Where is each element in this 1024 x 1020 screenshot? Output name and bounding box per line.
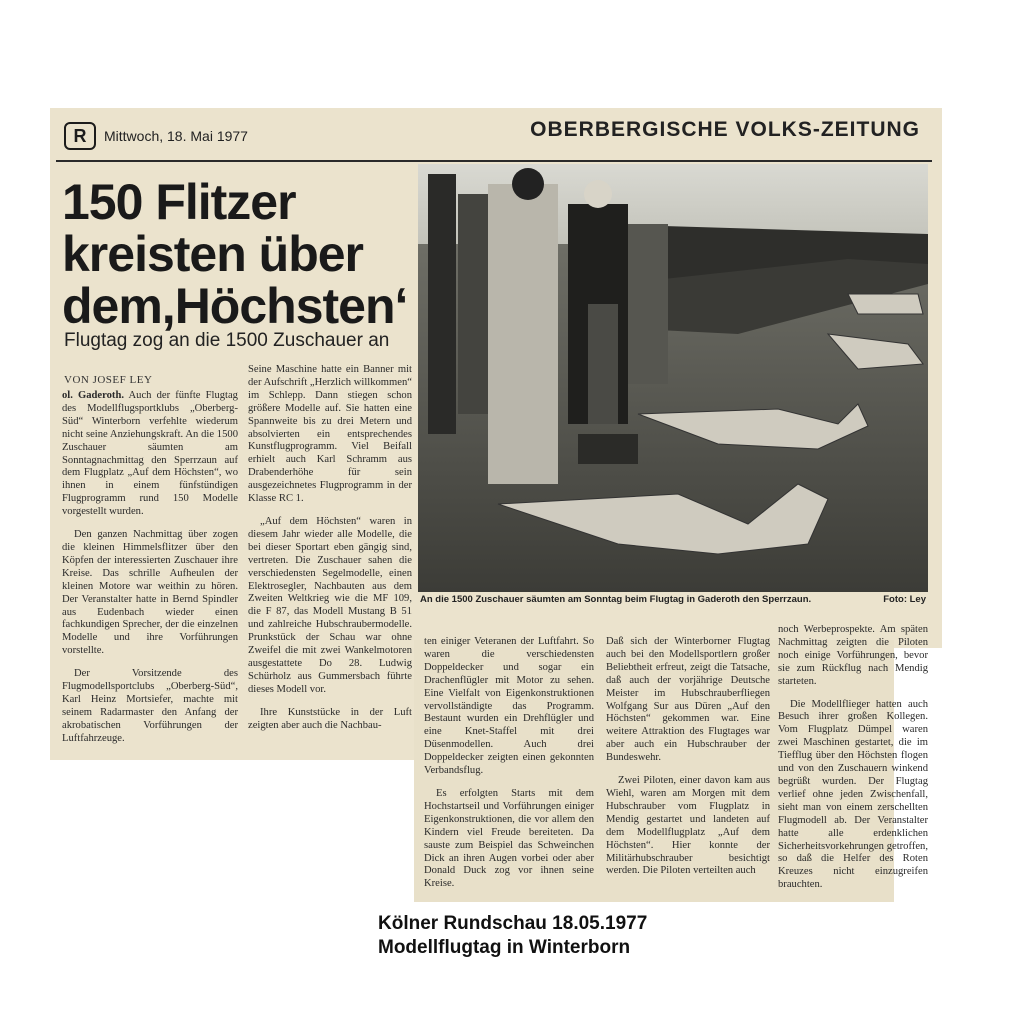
article-column-2 — [248, 364, 412, 742]
archive-title: Modellflugtag in Winterborn — [378, 937, 631, 958]
article-column-4 — [606, 636, 770, 888]
photo-caption — [420, 594, 930, 605]
paragraph: Den ganzen Nachmittag über zogen die kleinen Himmelsflitzer über den Köpfen der interessierten Zuschauer ihre Kreise. Das schrille Aufheulen der kleinen Motore war weithin zu hören. Der Veranstalter hatte in Bernd Spindler aus Eudenbach wieder einen fachkundigen Sprecher, der die einzelnen Modelle und ihre Vorführungen vorstellte. — [62, 529, 238, 657]
subheadline: Flugtag zog an die 1500 Zuschauer an — [64, 330, 390, 351]
dateline: ol. Gaderoth. — [62, 390, 124, 401]
masthead — [56, 114, 932, 162]
paragraph: noch Werbeprospekte. Am späten Nachmittag zeigten die Piloten noch einige Vorführungen, bevor sie zum Rückflug nach Mendig starteten. — [778, 624, 928, 687]
paragraph: Der Vorsitzende des Flugmodellsportclubs „Oberberg-Süd“, Karl Heinz Mortsiefer, machte mit seinem Radarmaster den Anfang der akrobatischen Vorführungen der Luftfahrzeuge. — [62, 668, 238, 744]
paragraph: Zwei Piloten, einer davon kam aus Wiehl, waren am Morgen mit dem Hubschrauber vom Flugplatz in Mendig gestartet und landeten auf dem Modellflugplatz „Auf dem Höchsten“. Hier konnte der Militärhubschrauber besichtigt werden. Die Piloten verteilten auch — [606, 775, 770, 877]
headline-line-3: dem,Höchsten‘ — [62, 278, 408, 334]
photo-credit: Foto: Ley — [883, 594, 926, 605]
paragraph: Seine Maschine hatte ein Banner mit der Aufschrift „Herzlich willkommen“ im Schlepp. Dann stiegen schon größere Modelle auf. Sie hatten eine Spannweite bis zu drei Metern und absolvierten ein entsprechendes Kunstflugprogramm. Viel Beifall erhielt auch Karl Schramm aus Drabenderhöhe für sein ausgezeichnetes Flugprogramm in der Klasse RC 1. — [248, 364, 412, 505]
archive-source: Kölner Rundschau 18.05.1977 — [378, 913, 648, 934]
caption-text: An die 1500 Zuschauer säumten am Sonntag beim Flugtag in Gaderoth den Sperrzaun. — [420, 594, 812, 605]
paragraph: Daß sich der Winterborner Flugtag auch bei den Modellsportlern großer Beliebtheit erfreut, zeigt die Tatsache, daß auch der vorjährige Deutsche Meister im Hubschrauberfliegen Wolfgang Sur aus Düren „Auf den Höchsten“ gekommen war. Eine weitere Attraktion des Flugtages war aber auch ein Hubschrauber der Bundeswehr. — [606, 636, 770, 764]
paragraph: Die Modellflieger hatten auch Besuch ihrer großen Kollegen. Vom Flugplatz Dümpel waren zwei Maschinen gestartet, die im Tiefflug über den Höchsten flogen und von den Zuschauern winkend begrüßt wurden. Der Flugtag verlief ohne jeden Zwischenfall, sieht man von einem zerschellten Flugmodell ab. Der Veranstalter hatte alle erdenklichen Sicherheitsvorkehrungen getroffen, so daß die Helfer des Roten Kreuzes nicht einzugreifen brauchten. — [778, 698, 928, 891]
paragraph — [62, 390, 238, 519]
photo-airfield-crowd — [418, 164, 928, 592]
byline: VON JOSEF LEY — [64, 374, 153, 386]
paragraph-text: Auch der fünfte Flugtag des Modellflugsportklubs „Oberberg-Süd“ Winterborn verfehlte wiederum nicht seine Anziehungskraft. An die 1500 Zuschauer säumten am Sonntagnachmittag den Sperrzaun auf dem Flugplatz „Auf dem Höchsten“, wo ihnen in einem fünfstündigen Flugprogramm rund 150 Modelle vorgestellt wurden. — [62, 390, 238, 518]
paragraph: Ihre Kunststücke in der Luft zeigten aber auch die Nachbau- — [248, 706, 412, 731]
issue-date: Mittwoch, 18. Mai 1977 — [104, 128, 248, 144]
headline-line-2: kreisten über — [62, 226, 364, 282]
headline-line-1: 150 Flitzer — [62, 174, 296, 230]
newspaper-logo: R — [64, 122, 96, 150]
newspaper-name: OBERBERGISCHE VOLKS-ZEITUNG — [530, 118, 920, 141]
article-column-5 — [778, 624, 928, 902]
headline — [62, 176, 412, 332]
archive-note — [378, 912, 647, 960]
article-column-1 — [62, 390, 238, 756]
paragraph: „Auf dem Höchsten“ waren in diesem Jahr wieder alle Modelle, die bei dieser Sportart eben gängig sind, vertreten. Die Zuschauer sahen die verschiedensten Segelmodelle, einen Elektrosegler, Nachbauten aus dem Zweiten Weltkrieg wie die MF 109, die F 87, das Modell Mustang B 51 und zahlreiche Hubschraubermodelle. Prunkstück der Schau war ohne Zweifel die mit zwei Wankelmotoren ausgestattete Do 28. Ludwig Schürholz aus Gummersbach führte dieses Modell vor. — [248, 515, 412, 695]
paragraph: ten einiger Veteranen der Luftfahrt. So waren die verschiedensten Doppeldecker und sogar ein Drachenflügler mit Motor zu sehen. Eine Vielfalt von Eigenkonstruktionen vervollständigte das Programm. Bestaunt wurden ein Drehflügler und eine Knet-Staffel mit drei Düsenmodellen. Auch drei Doppeldecker zeigten einen gekonnten Verbandsflug. — [424, 636, 594, 777]
paragraph: Es erfolgten Starts mit dem Hochstartseil und Vorführungen einiger Eigenkonstruktionen, die vor allem den Kindern viel Freude bereiteten. Da sauste zum Beispiel das Schweinchen Dick an ihren Augen vorbei oder aber Donald Duck zog vor ihnen seine Kreise. — [424, 787, 594, 890]
article-column-3 — [424, 636, 594, 901]
